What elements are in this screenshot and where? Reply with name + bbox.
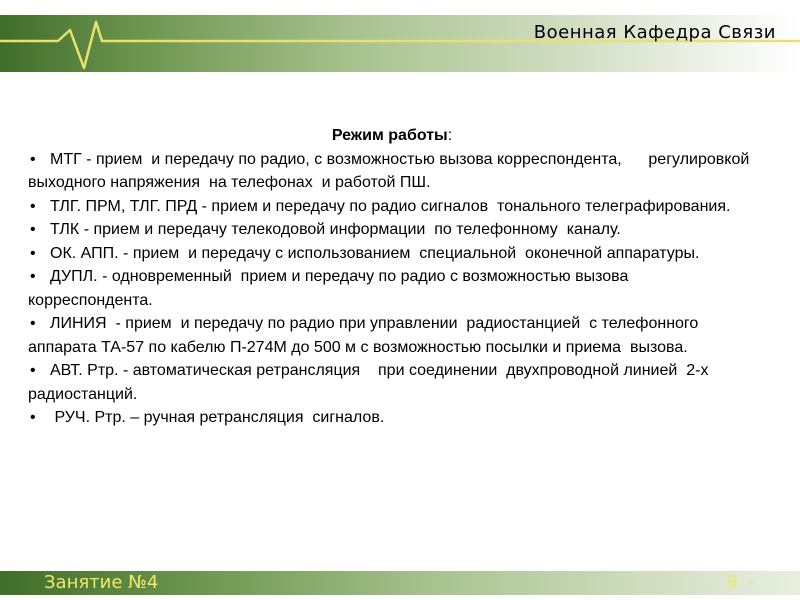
list-item: [28, 359, 756, 406]
bullet-icon: •: [30, 197, 36, 215]
list-item-text: ТЛК - прием и передачу телекодовой информации по телефонному каналу.: [50, 221, 621, 238]
bullet-icon: •: [30, 315, 36, 332]
list-item-text: ДУПЛ. - одновременный прием и передачу по радио с возможностью вызова корреспондента.: [28, 268, 633, 309]
list-item-text: ОК. АПП. - прием и передачу с использованием специальной оконечной аппаратуры.: [50, 244, 700, 262]
list-item: [28, 195, 756, 219]
list-item: [28, 406, 756, 430]
footer-bar: [0, 571, 800, 595]
list-item-text: РУЧ. Ртр. – ручная ретрансляция сигналов.: [50, 409, 385, 426]
slide-content: [28, 124, 756, 430]
bullet-list: [28, 148, 756, 430]
bullet-icon: •: [30, 409, 36, 426]
list-item-text: МТГ - прием и передачу по радио, с возможностью вызова корреспондента, регулировкой выходного напряжения на телефонах и работой ПШ.: [28, 150, 754, 191]
bullet-icon: •: [30, 362, 36, 379]
bullet-icon: •: [30, 150, 36, 168]
list-item: [28, 242, 756, 266]
list-item-text: ТЛГ. ПРМ, ТЛГ. ПРД - прием и передачу по радио сигналов тонального телеграфирования.: [50, 197, 731, 215]
list-item-text: ЛИНИЯ - прием и передачу по радио при управлении радиостанцией с телефонного аппарата ТА-57 по кабелю П-274М до 500 м с возможностью посылки и приема вызова.: [28, 315, 708, 356]
list-item: [28, 218, 756, 242]
content-heading: [28, 124, 756, 148]
bullet-icon: •: [30, 244, 36, 262]
list-item: [28, 148, 756, 195]
list-item: [28, 312, 756, 359]
page-number: - 9 -: [710, 572, 756, 593]
lesson-label: Занятие №4: [44, 572, 159, 593]
list-item: [28, 265, 756, 312]
list-item-text: АВТ. Ртр. - автоматическая ретрансляция при соединении двухпроводной линией 2-х радиостанций.: [28, 362, 713, 403]
content-heading-colon: :: [447, 127, 453, 144]
bullet-icon: •: [30, 221, 36, 238]
header-title: Военная Кафедра Связи: [533, 22, 776, 43]
content-heading-text: Режим работы: [331, 127, 448, 144]
bullet-icon: •: [30, 268, 36, 285]
